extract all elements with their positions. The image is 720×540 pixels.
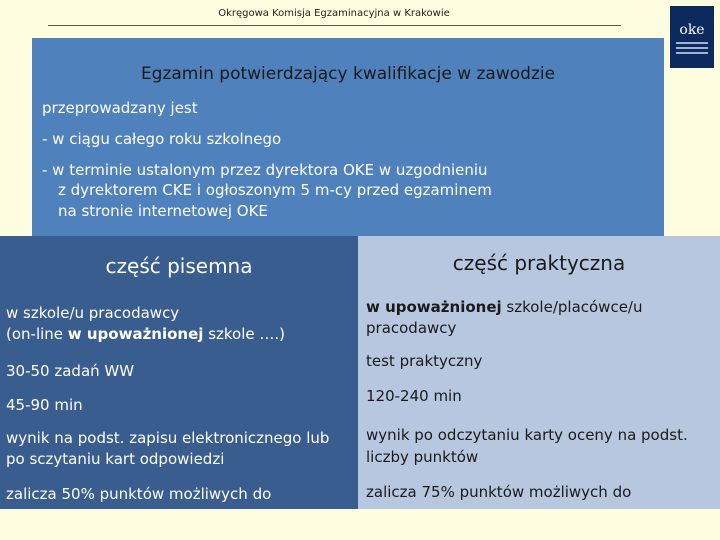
bottom-strip xyxy=(0,509,720,540)
practical-place-line-1 xyxy=(366,297,643,318)
written-place-bold: w upoważnionej xyxy=(67,325,204,343)
practical-tasks: test praktyczny xyxy=(366,352,483,370)
written-place-suffix: szkole ….) xyxy=(203,325,286,343)
practical-pass: zalicza 75% punktów możliwych do xyxy=(366,483,632,501)
logo-text: oke xyxy=(679,22,705,38)
written-pass: zalicza 50% punktów możliwych do xyxy=(6,485,272,503)
written-place-line-2 xyxy=(6,324,285,345)
practical-result-line-2: liczby punktów xyxy=(366,448,479,466)
practical-place-line-2: pracodawcy xyxy=(366,319,457,337)
written-place-line-1: w szkole/u pracodawcy xyxy=(6,304,180,322)
written-result-line-1: wynik na podst. zapisu elektronicznego lub xyxy=(6,429,330,447)
info-line-2: - w ciągu całego roku szkolnego xyxy=(42,130,282,148)
info-line-1: przeprowadzany jest xyxy=(42,99,198,117)
practical-part-panel xyxy=(358,236,720,509)
info-title: Egzamin potwierdzający kwalifikacje w zawodzie xyxy=(140,64,556,84)
oke-logo xyxy=(670,6,714,68)
written-result-line-2: po sczytaniu kart odpowiedzi xyxy=(6,450,225,468)
written-time: 45-90 min xyxy=(6,396,83,414)
practical-result-line-1: wynik po odczytaniu karty oceny na podst. xyxy=(366,426,688,444)
logo-lines xyxy=(676,42,708,54)
practical-place-rest: szkole/placówce/u xyxy=(501,298,643,316)
header-divider xyxy=(48,25,621,26)
written-part-heading: część pisemna xyxy=(105,254,253,278)
info-line-5: na stronie internetowej OKE xyxy=(58,202,268,220)
written-tasks: 30-50 zadań WW xyxy=(6,362,135,380)
written-place-prefix: (on-line xyxy=(6,325,68,343)
practical-part-heading: część praktyczna xyxy=(452,251,626,275)
info-panel xyxy=(32,38,664,236)
info-line-3: - w terminie ustalonym przez dyrektora OKE w uzgodnieniu xyxy=(42,161,488,179)
header-title: Okręgowa Komisja Egzaminacyjna w Krakowie xyxy=(218,8,450,19)
practical-place-bold: w upoważnionej xyxy=(366,298,502,316)
practical-time: 120-240 min xyxy=(366,387,462,405)
info-line-4: z dyrektorem CKE i ogłoszonym 5 m-cy przed egzaminem xyxy=(58,181,492,199)
